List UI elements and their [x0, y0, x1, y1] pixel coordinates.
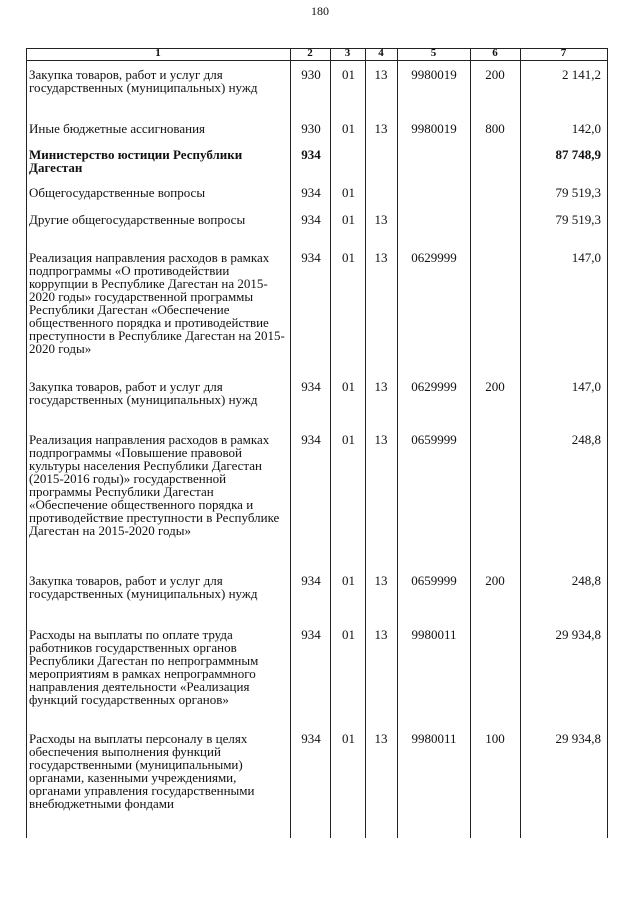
row-col-4: 13 — [374, 627, 388, 642]
row-name: Расходы на выплаты персоналу в целях обеспечения выполнения функций государственными (муниципальными) органами, казенными учреждениями, органами управления государственными внебюджетными фондами — [29, 731, 255, 811]
row-col-4: 13 — [374, 212, 388, 227]
column-divider — [470, 48, 471, 838]
row-col-5: 0659999 — [411, 573, 457, 588]
row-col-2: 934 — [301, 573, 321, 588]
row-col-6: 800 — [485, 121, 505, 136]
row-col-6: 200 — [485, 67, 505, 82]
column-divider — [26, 48, 27, 838]
row-name: Министерство юстиции Республики Дагестан — [29, 147, 243, 175]
row-col-2: 934 — [301, 250, 321, 265]
row-col-3: 01 — [342, 379, 355, 394]
column-divider — [607, 48, 608, 838]
row-col-6: 200 — [485, 573, 505, 588]
row-col-3: 01 — [342, 67, 355, 82]
row-col-7: 79 519,3 — [555, 212, 601, 227]
row-col-7: 29 934,8 — [555, 627, 601, 642]
header-col-7: 7 — [560, 47, 567, 59]
header-col-5: 5 — [430, 47, 437, 59]
row-col-7: 2 141,2 — [562, 67, 601, 82]
row-col-2: 934 — [301, 432, 321, 447]
row-col-6: 200 — [485, 379, 505, 394]
row-col-2: 930 — [301, 121, 321, 136]
row-name: Другие общегосударственные вопросы — [29, 212, 246, 227]
row-col-4: 13 — [374, 121, 388, 136]
table-header-row — [26, 48, 608, 60]
row-col-7: 248,8 — [571, 432, 601, 447]
column-divider — [290, 48, 291, 838]
row-col-4: 13 — [374, 250, 388, 265]
header-col-4: 4 — [378, 47, 384, 59]
header-col-6: 6 — [492, 47, 498, 59]
row-col-3: 01 — [342, 731, 355, 746]
row-col-7: 147,0 — [571, 379, 601, 394]
row-col-2: 934 — [301, 212, 321, 227]
row-col-2: 934 — [301, 627, 321, 642]
row-col-3: 01 — [342, 121, 355, 136]
row-col-5: 9980019 — [411, 67, 457, 82]
row-col-5: 0629999 — [411, 379, 457, 394]
row-col-2: 934 — [301, 147, 321, 162]
row-name: Реализация направления расходов в рамках подпрограммы «Повышение правовой культуры населения Республики Дагестан (2015-2016 годы)» государственной программы Республики Дагестан «Обеспечение общественного порядка и противодействие преступности в Республике Дагестан на 2015-2020 годы» — [29, 432, 280, 538]
header-col-2: 2 — [307, 47, 313, 59]
row-name: Закупка товаров, работ и услуг для государственных (муниципальных) нужд — [29, 379, 258, 407]
row-col-3: 01 — [342, 627, 355, 642]
column-divider — [520, 48, 521, 838]
row-col-3: 01 — [342, 185, 355, 200]
row-col-2: 930 — [301, 67, 321, 82]
page-number: 180 — [311, 4, 329, 18]
row-col-2: 934 — [301, 731, 321, 746]
row-name: Закупка товаров, работ и услуг для государственных (муниципальных) нужд — [29, 67, 258, 95]
row-col-5: 9980011 — [411, 731, 457, 746]
column-divider — [330, 48, 331, 838]
row-col-3: 01 — [342, 212, 355, 227]
row-col-2: 934 — [301, 185, 321, 200]
row-col-3: 01 — [342, 250, 355, 265]
row-name: Расходы на выплаты по оплате труда работников государственных органов Республики Дагестан по непрограммным мероприятиям в рамках непрограммного направления деятельности «Реализация функций государственных органов» — [29, 627, 259, 707]
row-col-3: 01 — [342, 432, 355, 447]
row-col-3: 01 — [342, 573, 355, 588]
header-col-3: 3 — [344, 47, 351, 59]
row-col-5: 0629999 — [411, 250, 457, 265]
row-col-4: 13 — [374, 432, 388, 447]
row-name: Закупка товаров, работ и услуг для государственных (муниципальных) нужд — [29, 573, 258, 601]
budget-table — [26, 48, 608, 838]
row-col-7: 147,0 — [571, 250, 601, 265]
row-col-6: 100 — [485, 731, 505, 746]
header-col-1: 1 — [155, 47, 161, 59]
header-bottom-border — [26, 60, 608, 61]
row-col-2: 934 — [301, 379, 321, 394]
row-col-7: 29 934,8 — [555, 731, 601, 746]
row-name: Иные бюджетные ассигнования — [29, 121, 206, 136]
row-col-5: 9980019 — [411, 121, 457, 136]
row-col-7: 87 748,9 — [555, 147, 601, 162]
row-col-7: 248,8 — [571, 573, 601, 588]
row-col-7: 142,0 — [571, 121, 601, 136]
row-col-7: 79 519,3 — [555, 185, 601, 200]
row-col-4: 13 — [374, 731, 388, 746]
row-col-4: 13 — [374, 67, 388, 82]
row-col-5: 0659999 — [411, 432, 457, 447]
row-col-5: 9980011 — [411, 627, 457, 642]
row-name: Реализация направления расходов в рамках подпрограммы «О противодействии коррупции в Республике Дагестан на 2015-2020 годы» государственной программы Республики Дагестан «Обеспечение общественного порядка и противодействие преступности в Республике Дагестан на 2015-2020 годы» — [29, 250, 285, 356]
row-col-4: 13 — [374, 573, 388, 588]
row-name: Общегосударственные вопросы — [29, 185, 206, 200]
row-col-4: 13 — [374, 379, 388, 394]
